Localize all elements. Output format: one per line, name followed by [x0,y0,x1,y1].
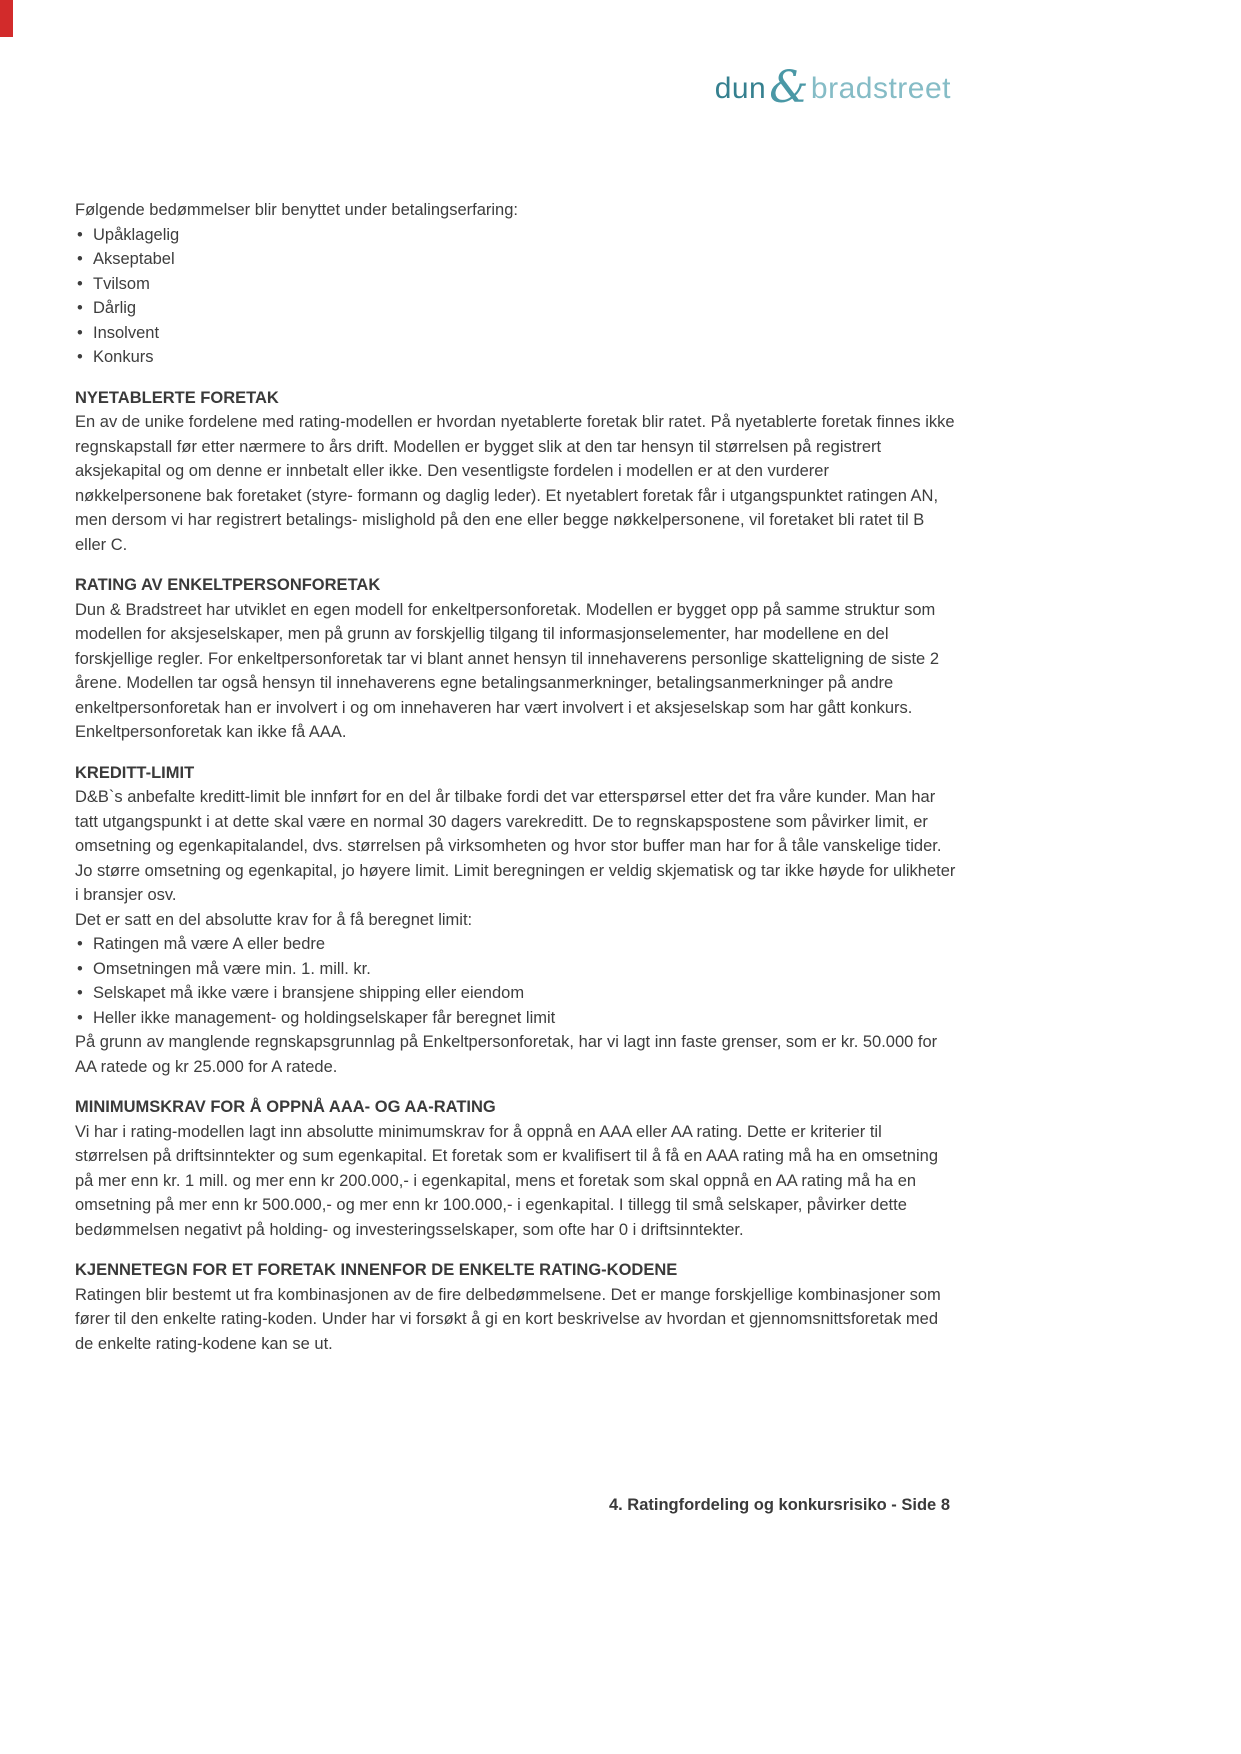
bullet-item: • Insolvent [75,321,959,346]
bullet-item: • Ratingen må være A eller bedre [75,932,959,957]
bullet-item: • Selskapet må ikke være i bransjene shipping eller eiendom [75,981,959,1006]
section [75,1095,959,1242]
section-heading: NYETABLERTE FORETAK [75,388,279,407]
document-content [75,198,959,1356]
paragraph: Dun & Bradstreet har utviklet en egen modell for enkeltpersonforetak. Modellen er bygget opp på samme struktur som modellen for aksjeselskaper, men på grunn av forskjellig tilgang til informasjonselementer, har modellene en del forskjellige regler. For enkeltpersonforetak tar vi blant annet hensyn til innehaverens personlige skatteligning de siste 2 årene. Modellen tar også hensyn til innehaverens egne betalingsanmerkninger, betalingsanmerkninger på andre enkeltpersonforetak han er involvert i og om innehaveren har vært involvert i et aksjeselskap som har gått konkurs. Enkeltpersonforetak kan ikke få AAA. [75,600,939,741]
bullet-item: • Konkurs [75,345,959,370]
bullet-item: • Tvilsom [75,272,959,297]
paragraph: Ratingen blir bestemt ut fra kombinasjonen av de fire delbedømmelsene. Det er mange forskjellige kombinasjoner som fører til den enkelte rating-koden. Under har vi forsøkt å gi en kort beskrivelse av hvordan et gjennomsnittsforetak med de enkelte rating-kodene kan se ut. [75,1285,941,1353]
bullet-item: • Omsetningen må være min. 1. mill. kr. [75,957,959,982]
section [75,386,959,558]
page-footer: 4. Ratingfordeling og konkursrisiko - Side 8 [608,1496,950,1514]
paragraph: Vi har i rating-modellen lagt inn absolutte minimumskrav for å oppnå en AAA eller AA rating. Dette er kriterier til størrelsen på driftsinntekter og sum egenkapital. Et foretak som er kvalifisert til å få en AAA rating må ha en omsetning på mer enn kr. 1 mill. og mer enn kr 200.000,- i egenkapital, mens et foretak som skal oppnå en AA rating må ha en omsetning på mer enn kr 500.000,- og mer enn kr 100.000,- i egenkapital. I tillegg til små selskaper, påvirker dette bedømmelsen negativt på holding- og investeringsselskaper, som ofte har 0 i driftsinntekter. [75,1122,939,1239]
section [75,573,959,745]
paragraph: På grunn av manglende regnskapsgrunnlag på Enkeltpersonforetak, har vi lagt inn faste grenser, som er kr. 50.000 for AA ratede og kr 25.000 for A ratede. [75,1033,938,1076]
section [75,198,959,370]
logo-text-bradstreet: bradstreet [810,72,951,105]
bullet-item: • Akseptabel [75,247,959,272]
paragraph: En av de unike fordelene med rating-modellen er hvordan nyetablerte foretak blir ratet. På nyetablerte foretak finnes ikke regnskapstall før etter nærmere to års drift. Modellen er bygget slik at den tar hensyn til størrelsen på registrert aksjekapital og om denne er innbetalt eller ikke. Den vesentligste fordelen i modellen er at den vurderer nøkkelpersonene bak foretaket (styre- formann og daglig leder). Et nyetablert foretak får i utgangspunktet ratingen AN, men dersom vi har registrert betalings- mislighold på den ene eller begge nøkkelpersonene, vil foretaket bli ratet til B eller C. [75,413,955,554]
bullet-item: • Heller ikke management- og holdingselskaper får beregnet limit [75,1006,959,1031]
red-corner-mark [0,0,13,37]
paragraph: Det er satt en del absolutte krav for å få beregnet limit: [75,910,473,929]
bullet-item: • Upåklagelig [75,223,959,248]
logo-text-dun: dun [714,72,767,105]
paragraph: D&B`s anbefalte kreditt-limit ble innført for en del år tilbake fordi det var etterspørsel etter det fra våre kunder. Man har tatt utgangspunkt i at dette skal være en normal 30 dagers varekreditt. De to regnskapspostene som påvirker limit, er omsetning og egenkapitalandel, dvs. størrelsen på virksomheten og hvor stor buffer man har for å tåle vanskelige tider. Jo større omsetning og egenkapital, jo høyere limit. Limit beregningen er veldig skjematisk og tar ikke høyde for ulikheter i bransjer osv. [75,788,956,904]
bullet-list [75,932,959,1030]
section [75,1258,959,1356]
dun-bradstreet-logo [714,62,951,113]
section-heading: KJENNETEGN FOR ET FORETAK INNENFOR DE ENKELTE RATING-KODENE [75,1261,678,1279]
section-heading: RATING AV ENKELTPERSONFORETAK [75,576,381,594]
bullet-item: • Dårlig [75,296,959,321]
paragraph: Følgende bedømmelser blir benyttet under betalingserfaring: [75,201,518,219]
section-heading: KREDITT-LIMIT [75,763,195,782]
logo-ampersand-icon: & [769,62,809,113]
section-heading: MINIMUMSKRAV FOR Å OPPNÅ AAA- OG AA-RATING [75,1098,496,1116]
bullet-list [75,223,959,370]
section [75,761,959,1080]
